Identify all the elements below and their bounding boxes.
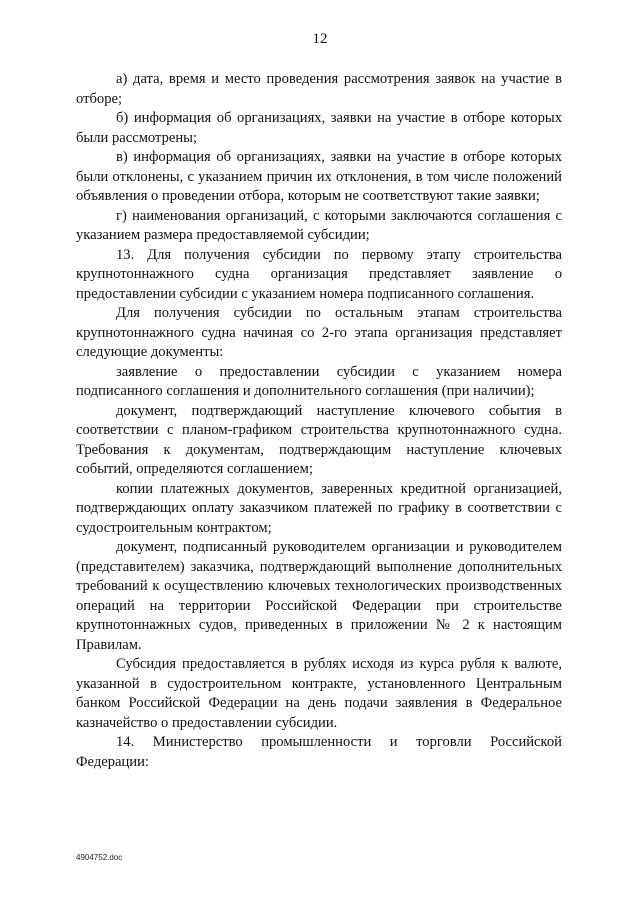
paragraph-item-a: а) дата, время и место проведения рассмотрения заявок на участие в отборе; (76, 71, 562, 107)
paragraph-item-v: в) информация об организациях, заявки на участие в отборе которых были отклонены, с указанием причин их отклонения, в том числе положений объявления о проведении отбора, которым не соответствуют такие заявки; (76, 149, 562, 204)
paragraph-item-b: б) информация об организациях, заявки на участие в отборе которых были рассмотрены; (76, 110, 562, 146)
document-body (76, 70, 562, 772)
paragraph-clause-13: 13. Для получения субсидии по первому этапу строительства крупнотоннажного судна организация представляет заявление о предоставлении субсидии с указанием номера подписанного соглашения. (76, 246, 562, 302)
paragraph-application-doc: заявление о предоставлении субсидии с указанием номера подписанного соглашения и дополнительного соглашения (при наличии); (76, 363, 562, 399)
footer-file-name: 4904752.doc (76, 853, 123, 862)
paragraph-item-g: г) наименования организаций, с которыми заключаются соглашения с указанием размера предоставляемой субсидии; (76, 207, 562, 243)
page-number: 12 (312, 31, 328, 47)
paragraph-payment-copies: копии платежных документов, заверенных кредитной организацией, подтверждающих оплату заказчиком платежей по графику в соответствии с судостроительным контрактом; (76, 480, 562, 536)
paragraph-key-event-doc: документ, подтверждающий наступление ключевого события в соответствии с планом-графиком строительства крупнотоннажного судна. Требования к документам, подтверждающим наступление ключевых событий, определяются соглашением; (76, 402, 562, 477)
paragraph-clause-14: 14. Министерство промышленности и торговли Российской Федерации: (76, 734, 562, 770)
paragraph-subsidy-currency: Субсидия предоставляется в рублях исходя из курса рубля к валюте, указанной в судостроительном контракте, установленного Центральным банком Российской Федерации на день подачи заявления в Федеральное казначейство о предоставлении субсидии. (76, 656, 562, 731)
paragraph-other-stages: Для получения субсидии по остальным этапам строительства крупнотоннажного судна начиная со 2-го этапа организация представляет следующие документы: (76, 305, 562, 360)
paragraph-signed-doc: документ, подписанный руководителем организации и руководителем (представителем) заказчика, подтверждающий выполнение дополнительных требований к осуществлению ключевых технологических производственных операций на территории Российской Федерации при строительстве крупнотоннажных судов, приведенных в приложении № 2 к настоящим Правилам. (76, 539, 562, 653)
